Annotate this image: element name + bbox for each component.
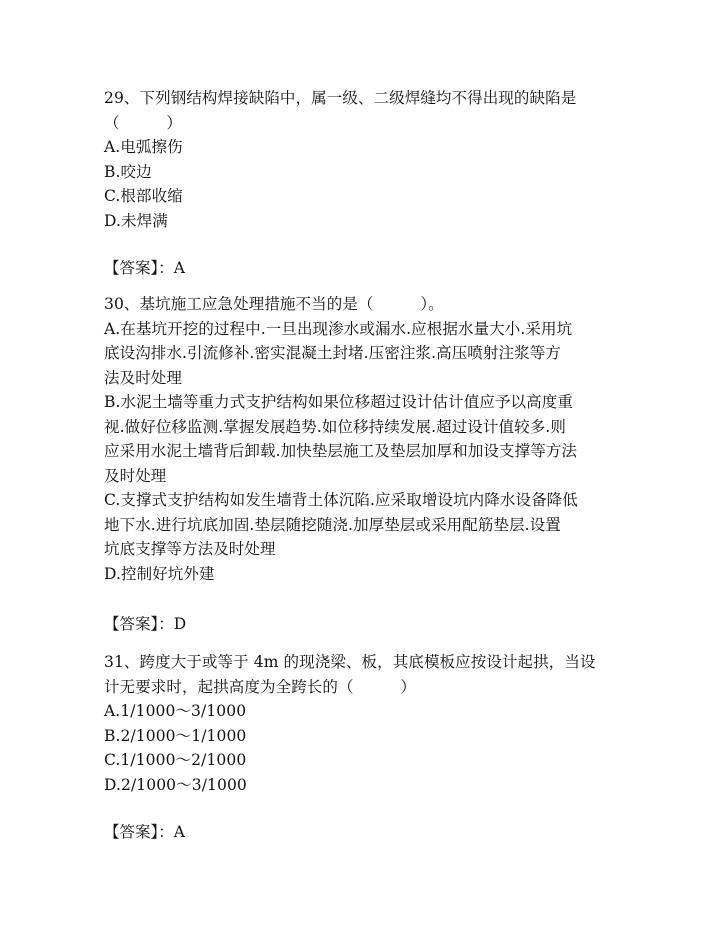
question-30-option-a-line-3: 法及时处理 [104, 368, 183, 387]
question-30-option-b-line-2: 视.做好位移监测.掌握发展趋势.如位移持续发展.超过设计值较多.则 [104, 417, 566, 436]
question-29-option-a: A.电弧擦伤 [104, 138, 183, 156]
question-30-option-b-line-4: 及时处理 [104, 466, 167, 485]
question-29-blank: （ ） [104, 113, 183, 132]
question-30 [104, 292, 624, 586]
question-30-option-b-line-3: 应采用水泥土墙背后卸载.加快垫层施工及垫层加厚和加设支撑等方法 [104, 442, 578, 460]
question-29-answer: 【答案】：A [104, 259, 185, 277]
question-31-option-a: A.1/1000～3/1000 [104, 702, 247, 720]
question-31-option-c: C.1/1000～2/1000 [104, 751, 247, 769]
question-30-stem: 30、基坑施工应急处理措施不当的是（ ）。 [104, 295, 444, 313]
question-31 [104, 650, 624, 797]
question-31-stem-line-2: 计无要求时，起拱高度为全跨长的（ ） [104, 677, 417, 696]
question-30-answer: 【答案】：D [104, 615, 187, 633]
question-30-option-c-line-2: 地下水.进行坑底加固.垫层随挖随浇.加厚垫层或采用配筋垫层.设置 [104, 515, 561, 534]
question-30-option-d: D.控制好坑外建 [104, 564, 215, 583]
question-29-option-b: B.咬边 [104, 162, 152, 181]
question-29-option-d: D.未焊满 [104, 211, 168, 230]
question-29-stem: 29、下列钢结构焊接缺陷中，属一级、二级焊缝均不得出现的缺陷是 [104, 89, 577, 107]
question-30-option-b-line-1: B.水泥土墙等重力式支护结构如果位移超过设计估计值应予以高度重 [104, 393, 573, 411]
question-31-option-d: D.2/1000～3/1000 [104, 775, 247, 794]
question-29-option-c: C.根部收缩 [104, 187, 183, 205]
question-30-option-c-line-1: C.支撑式支护结构如发生墙背土体沉陷.应采取增设坑内降水设备降低 [104, 491, 578, 509]
question-30-option-a-line-2: 底设沟排水.引流修补.密实混凝土封堵.压密注浆.高压喷射注浆等方 [104, 344, 561, 362]
question-31-option-b: B.2/1000～1/1000 [104, 726, 247, 745]
question-31-stem-line-1: 31、跨度大于或等于 4m 的现浇梁、板，其底模板应按设计起拱，当设 [104, 653, 596, 671]
question-31-answer: 【答案】：A [104, 823, 185, 841]
question-30-option-c-line-3: 坑底支撑等方法及时处理 [104, 540, 276, 558]
question-30-option-a-line-1: A.在基坑开挖的过程中.一旦出现渗水或漏水.应根据水量大小.采用坑 [104, 319, 573, 338]
question-29 [104, 86, 624, 233]
